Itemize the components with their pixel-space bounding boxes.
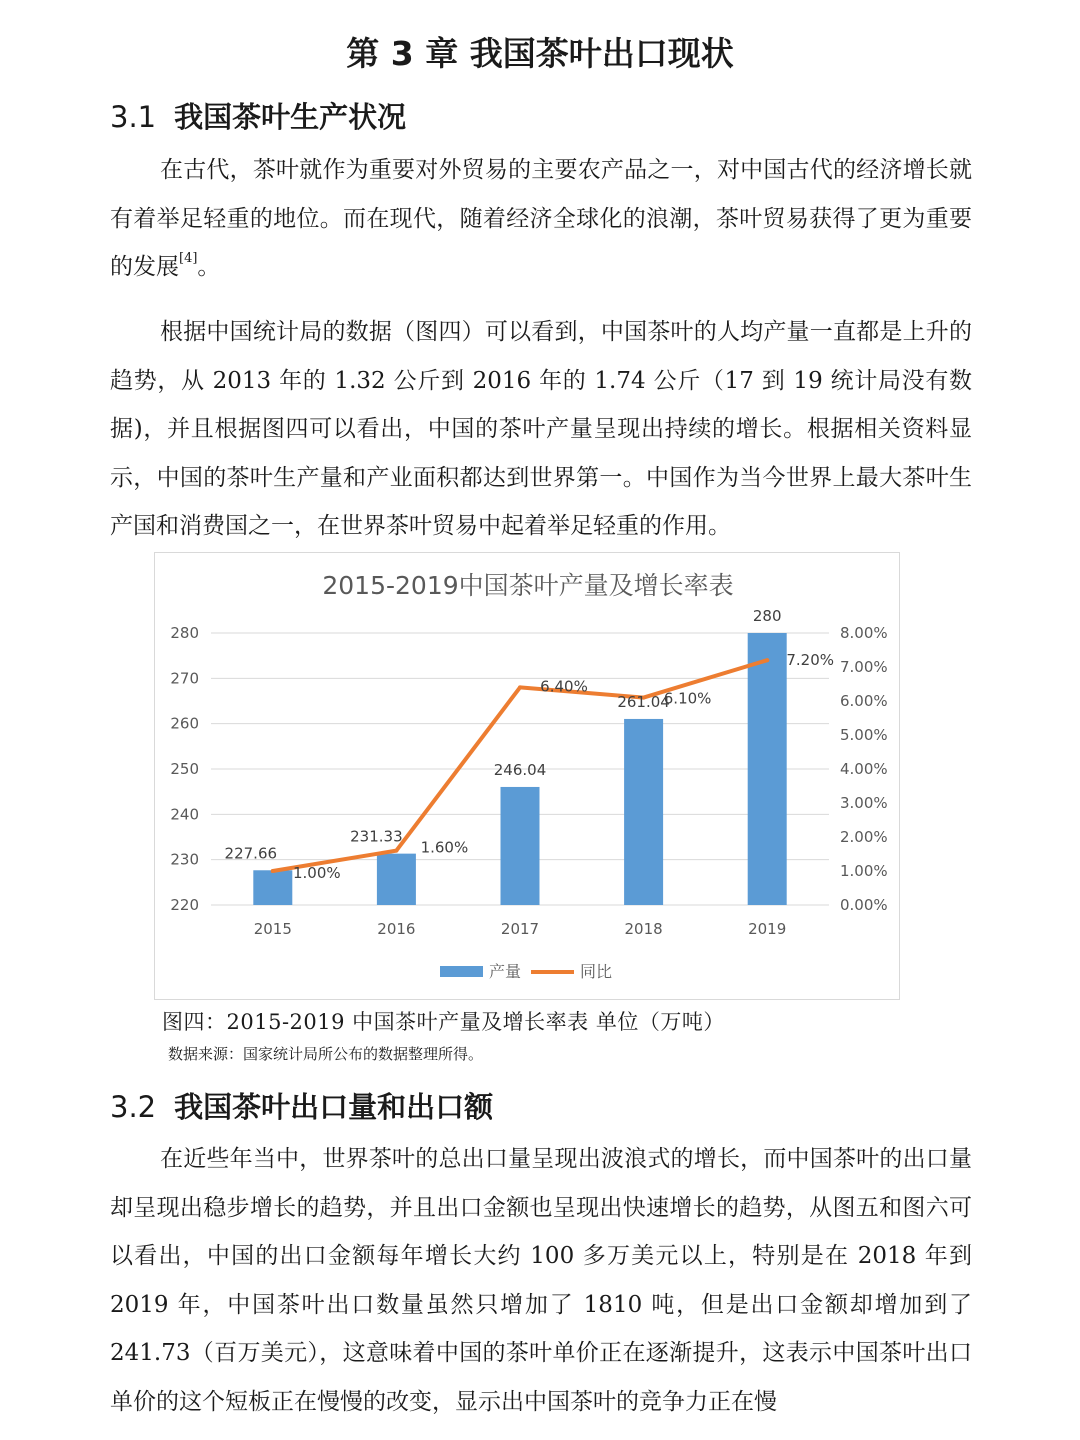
y-right-tick-label: 6.00% bbox=[840, 692, 888, 710]
y-left-tick-label: 280 bbox=[170, 624, 199, 642]
bar bbox=[377, 854, 416, 905]
citation: [4] bbox=[179, 251, 198, 266]
y-left-tick-label: 230 bbox=[170, 850, 199, 869]
y-left-tick-label: 250 bbox=[170, 760, 199, 778]
y-right-tick-label: 7.00% bbox=[840, 658, 888, 676]
line-data-label: 1.00% bbox=[292, 864, 341, 882]
y-left-tick-label: 260 bbox=[170, 714, 199, 733]
legend-swatch-bar bbox=[440, 966, 483, 977]
line-point bbox=[271, 869, 275, 873]
paragraph-text: 在古代，茶叶就作为重要对外贸易的主要农产品之一，对中国古代的经济增长就有着举足轻重的地位。而在现代，随着经济全球化的浪潮，茶叶贸易获得了更为重要的发展 bbox=[110, 157, 972, 280]
y-right-tick-label: 0.00% bbox=[840, 896, 888, 914]
section-number: 3.2 bbox=[110, 1090, 157, 1124]
y-right-tick-label: 3.00% bbox=[840, 794, 888, 812]
line-point bbox=[518, 685, 522, 689]
bar bbox=[501, 787, 540, 905]
line-data-label: 1.60% bbox=[420, 838, 469, 857]
x-tick-label: 2018 bbox=[624, 920, 663, 938]
paragraph-end: 。 bbox=[197, 254, 221, 280]
y-right-tick-label: 1.00% bbox=[840, 862, 888, 880]
y-right-tick-label: 2.00% bbox=[840, 828, 888, 846]
paragraph: 根据中国统计局的数据（图四）可以看到，中国茶叶的人均产量一直都是上升的趋势，从 2013 年的 1.32 公斤到 2016 年的 1.74 公斤（17 到 19 统计局没有数据)，并且根据图四可以看出，中国的茶叶产量呈现出持续的增长。根据相关资料显示，中国的茶叶生产量和产业面积都达到世界第一。中国作为当今世界上最大茶叶生产国和消费国之一，在世界茶叶贸易中起着举足轻重的作用。 bbox=[110, 319, 972, 539]
chart-title: 2015-2019中国茶叶产量及增长率表 bbox=[322, 571, 734, 600]
y-right-tick-label: 4.00% bbox=[840, 760, 888, 778]
section-heading-3-2 bbox=[110, 1085, 493, 1126]
bar-data-label: 261.04 bbox=[617, 692, 670, 711]
legend-label: 同比 bbox=[580, 962, 613, 981]
chapter-title: 第 3 章 我国茶叶出口现状 bbox=[346, 34, 734, 73]
section-title: 我国茶叶出口量和出口额 bbox=[174, 1090, 494, 1124]
x-tick-label: 2015 bbox=[253, 920, 292, 938]
paragraph: 在近些年当中，世界茶叶的总出口量呈现出波浪式的增长，而中国茶叶的出口量却呈现出稳步增长的趋势，并且出口金额也呈现出快速增长的趋势，从图五和图六可以看出，中国的出口金额每年增长大约 100 多万美元以上，特别是在 2018 年到 2019 年，中国茶叶出口数量虽然只增加了 1810 吨，但是出口金额却增加到了 241.73（百万美元），这意味着中国的茶叶单价正在逐渐提升，这表示中国茶叶出口单价的这个短板正在慢慢的改变，显示出中国茶叶的竞争力正在慢 bbox=[110, 1146, 972, 1415]
bar-data-label: 280 bbox=[752, 607, 782, 625]
y-left-tick-label: 240 bbox=[170, 805, 199, 824]
bar-data-label: 246.04 bbox=[493, 760, 547, 779]
figure-source: 数据来源：国家统计局所公布的数据整理所得。 bbox=[168, 1045, 484, 1063]
bar-data-label: 227.66 bbox=[224, 844, 278, 863]
line-point bbox=[394, 849, 398, 853]
bar-data-label: 231.33 bbox=[350, 827, 403, 846]
line-data-label: 6.10% bbox=[663, 689, 712, 708]
y-left-tick-label: 270 bbox=[170, 669, 199, 688]
bar bbox=[253, 870, 292, 905]
section-title: 我国茶叶生产状况 bbox=[174, 100, 407, 134]
bar bbox=[748, 633, 787, 905]
x-tick-label: 2019 bbox=[748, 920, 787, 938]
x-tick-label: 2017 bbox=[500, 920, 540, 938]
section-heading-3-1 bbox=[110, 95, 406, 136]
bar bbox=[624, 719, 663, 905]
y-right-tick-label: 5.00% bbox=[840, 726, 888, 744]
chart-frame bbox=[154, 552, 900, 1000]
line-data-label: 7.20% bbox=[786, 651, 835, 670]
section-number: 3.1 bbox=[110, 100, 157, 134]
line-data-label: 6.40% bbox=[540, 677, 588, 696]
line-point bbox=[765, 658, 769, 662]
figure-caption: 图四：2015-2019 中国茶叶产量及增长率表 单位（万吨） bbox=[162, 1010, 725, 1034]
legend-label: 产量 bbox=[489, 962, 522, 981]
y-right-tick-label: 8.00% bbox=[840, 624, 888, 642]
production-growth-chart bbox=[155, 553, 901, 1001]
paragraph bbox=[110, 146, 972, 292]
x-tick-label: 2016 bbox=[377, 920, 416, 938]
y-left-tick-label: 220 bbox=[170, 896, 199, 914]
